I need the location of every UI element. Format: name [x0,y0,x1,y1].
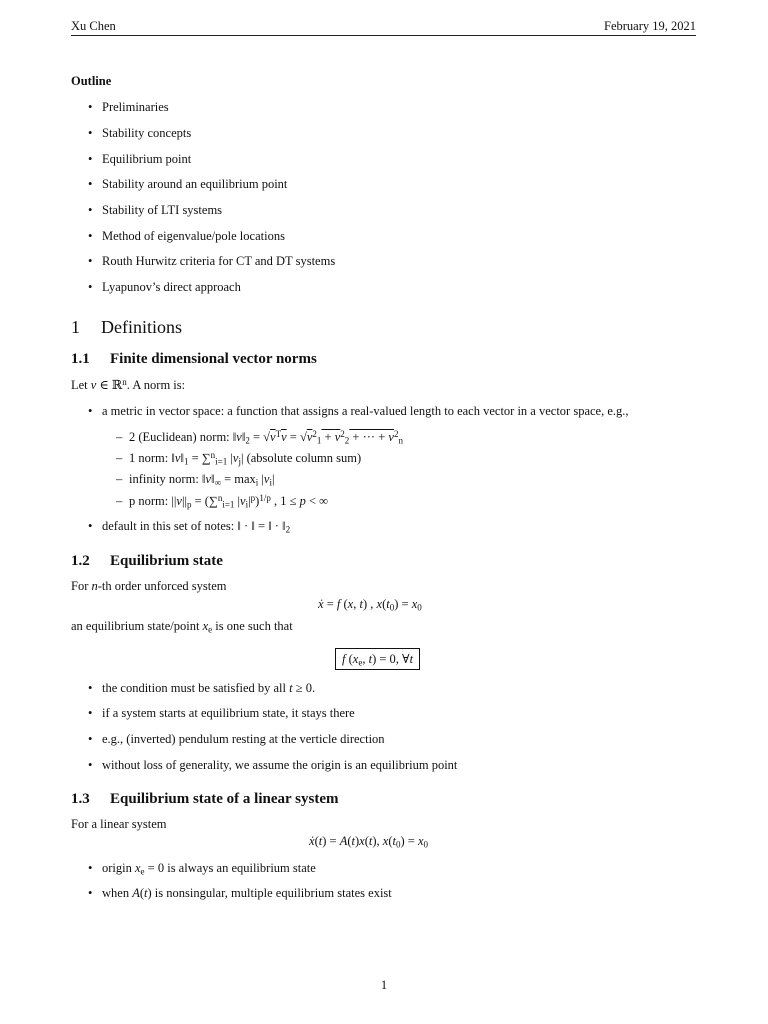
subsection-heading [71,553,223,570]
header-author: Xu Chen [71,19,116,33]
math-fragment: v [232,451,239,465]
subsection-title: Equilibrium state of a linear system [110,791,339,807]
math-fragment: x [202,619,209,633]
math-fragment: t [386,597,390,611]
outline-item: • Routh Hurwitz criteria for CT and DT systems [102,254,335,269]
math-fragment: n [91,579,98,593]
math-fragment: + ··· + [349,430,389,444]
math-fragment: 1 [183,456,189,467]
math-fragment: x [411,597,418,611]
math-fragment: ẋ [309,834,315,848]
default-norm-bullet: • default in this set of notes: ‖ · ‖ = ‖ · ‖2 [102,519,290,534]
math-fragment: x [134,861,141,875]
math-fragment: v [90,378,97,392]
math-fragment: t [351,834,355,848]
outline-item: • Equilibrium point [102,152,191,167]
math-fragment: T [275,428,282,439]
math-fragment: t [289,681,293,695]
math-fragment: p [186,499,192,510]
math-fragment: v [263,472,270,486]
math-fragment: v [174,451,181,465]
math-fragment: t [368,834,373,848]
linear-system-bullet: • when A(t) is nonsingular, multiple equilibrium states exist [102,886,392,901]
subsection-number: 1.1 [71,351,90,367]
math-fragment: $\overline{v}$ [281,430,287,444]
page-number: 1 [380,978,388,992]
math-fragment: i [255,477,259,488]
linear-system-bullet: • origin xe = 0 is always an equilibrium state [102,861,316,876]
math-fragment: 2 [285,524,291,535]
system-equation: ẋ = f (x, t) , x(t0) = x0 [318,597,422,613]
math-fragment: t [318,834,323,848]
math-fragment: v [270,430,276,444]
math-fragment: $\overline{v}$ [388,430,394,444]
math-fragment: f [342,652,346,666]
math-fragment: v [240,494,246,508]
math-fragment: ẋ [318,597,324,611]
math-fragment: v [176,494,182,508]
math-fragment: p [250,492,256,503]
math-fragment: n [217,492,223,503]
subsection-number: 1.3 [71,791,90,807]
math-fragment: 0 [389,602,395,613]
outline-heading: Outline [71,74,112,88]
outline-item: • Stability of LTI systems [102,203,222,218]
math-fragment: n [398,435,403,446]
math-fragment: x [352,652,359,666]
equilibrium-bullet: • the condition must be satisfied by all t ≥ 0. [102,681,315,696]
math-fragment: i [269,477,272,488]
equilibrium-bullet: • e.g., (inverted) pendulum resting at the verticle direction [102,732,385,747]
math-fragment: e [140,866,145,877]
subsection-title: Equilibrium state [110,553,223,569]
math-fragment: n [122,376,127,387]
math-fragment: t [409,652,414,666]
math-fragment: i [245,499,249,510]
subsection-number: 1.2 [71,553,90,569]
math-fragment: 2 [312,428,317,439]
math-fragment: + [321,430,335,444]
linear-system-equation: ẋ(t) = A(t)x(t), x(t0) = x0 [309,834,429,850]
math-fragment: v [236,430,242,444]
infinity-norm-item: – infinity norm: ‖v‖∞ = maxi |vi| [129,472,275,487]
section-title: Definitions [101,317,182,337]
equilibrium-definition-text: an equilibrium state/point xe is one such that [71,619,293,635]
outline-item: • Preliminaries [102,100,169,115]
math-fragment: x [347,597,354,611]
math-fragment: 2 [340,428,345,439]
math-fragment: e [358,657,363,668]
one-norm-item: – 1 norm: ‖v‖1 = ∑$^n$i=1 |vj| (absolute column sum) [129,451,361,466]
equilibrium-bullet: • without loss of generality, we assume the origin is an equilibrium point [102,758,457,773]
subsection-title: Finite dimensional vector norms [110,351,317,367]
outline-item: • Method of eigenvalue/pole locations [102,229,285,244]
math-fragment: t [144,886,148,900]
norm-intro-text: Let v ∈ ℝ$^n$. A norm is: [71,376,186,392]
math-fragment: x [359,834,365,848]
euclidean-norm-item: – 2 (Euclidean) norm: ‖v‖2 = $√v^T\overline{v} = √v^21 + \overline{v}^22$ + ··· + $\overline{v}^2n$ [129,430,403,445]
math-fragment: x [382,834,389,848]
outline-item: • Lyapunov’s direct approach [102,280,241,295]
math-fragment: 0 [423,839,429,850]
math-fragment: v [306,430,313,444]
equilibrium-condition-box: f (xe, t) = 0, ∀t [335,648,420,670]
equilibrium-bullet: • if a system starts at equilibrium state, it stays there [102,706,355,721]
section-number: 1 [71,317,80,337]
math-fragment: n [210,449,216,460]
unforced-system-text: For n-th order unforced system [71,579,227,593]
header-date: February 19, 2021 [604,19,696,33]
math-fragment: 2 [245,435,250,446]
math-fragment: t [392,834,397,848]
linear-system-text: For a linear system [71,817,167,831]
outline-item: • Stability concepts [102,126,191,141]
math-fragment: 0 [396,839,401,850]
math-fragment: 1/p [259,492,271,503]
math-fragment: x [376,597,383,611]
outline-item: • Stability around an equilibrium point [102,177,287,192]
math-fragment: 1 [316,435,322,446]
subsection-heading [71,351,317,368]
p-norm-item: – p norm: ||v||p = (∑$^n$i=1 $|vi|^p)^{1/p}$ , 1 ≤ p < ∞ [129,494,328,509]
math-fragment: f [336,597,341,611]
math-fragment: ∞ [214,477,221,488]
math-fragment: 2 [393,428,399,439]
math-fragment: v [205,472,211,486]
math-fragment: j [238,456,241,467]
math-fragment: x [417,834,424,848]
running-header [71,19,696,36]
section-heading [71,317,182,338]
math-fragment: t [359,597,363,611]
subsection-heading [71,791,338,808]
math-fragment: p [299,494,306,508]
math-fragment: i=1 [215,456,228,467]
math-fragment: 0 [417,602,422,613]
math-fragment: A [339,834,348,848]
math-fragment: i=1 [222,499,235,510]
norm-definition-bullet: • a metric in vector space: a function that assigns a real-valued length to each vector in a vector space, e.g., [102,404,629,419]
math-fragment: t [368,652,373,666]
math-fragment: e [208,624,213,635]
math-fragment: A [132,886,140,900]
math-fragment: 2 [344,435,350,446]
math-fragment: $\overline{v}$ [334,430,341,444]
